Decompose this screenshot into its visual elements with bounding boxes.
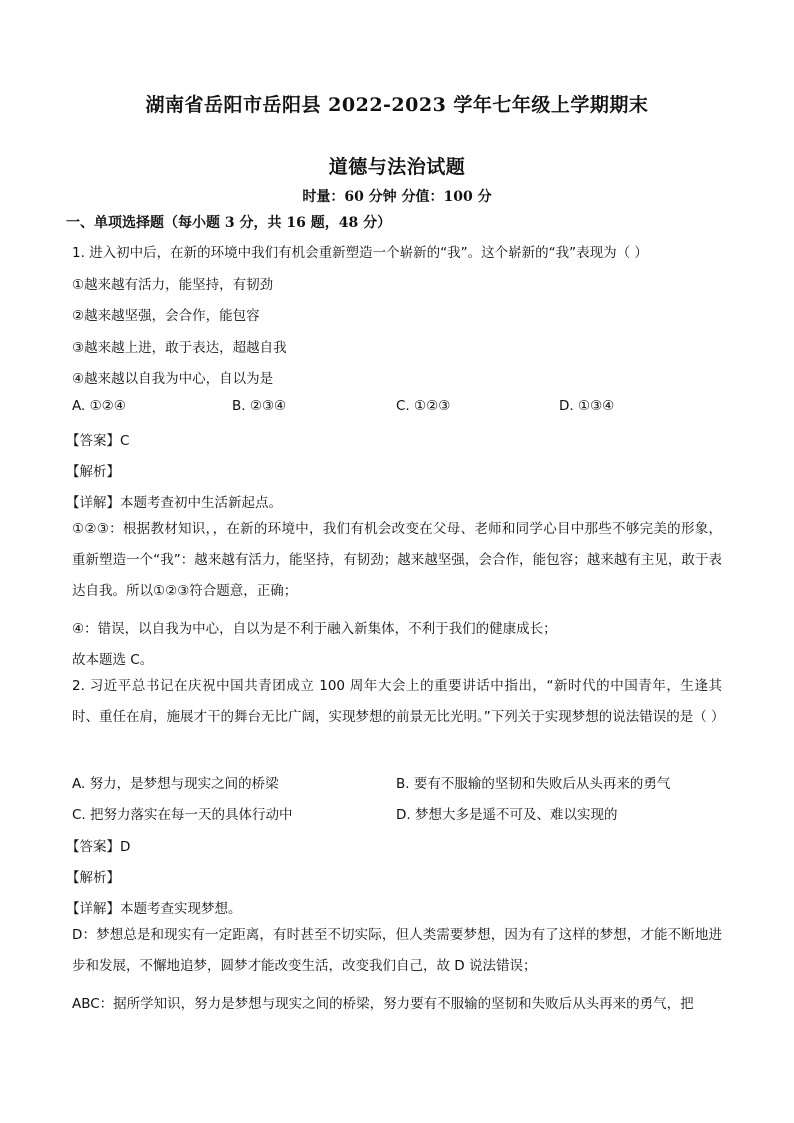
- exam-meta: 时量：60 分钟 分值：100 分: [302, 189, 492, 205]
- question-2-stem: 2. 习近平总书记在庆祝中国共青团成立 100 周年大会上的重要讲话中指出，“新时代的中国青年，生逢其时、重任在肩，施展才干的舞台无比广阔，实现梦想的前景无比光明。”下列关于实现梦想的说法错误的是（ ）: [72, 678, 725, 725]
- question-1-explanation-wrong: ④：错误，以自我为中心，自以为是不利于融入新集体，不利于我们的健康成长；: [72, 621, 557, 637]
- question-1-option-b: B. ②③④: [232, 398, 287, 414]
- question-1-detail: 【详解】本题考查初中生活新起点。: [66, 495, 282, 511]
- question-1-option-a: A. ①②④: [72, 398, 126, 414]
- question-2-option-c: C. 把努力落实在每一天的具体行动中: [72, 807, 293, 823]
- question-2-detail: 【详解】本题考查实现梦想。: [66, 901, 242, 917]
- question-1-option-d: D. ①③④: [559, 398, 615, 414]
- question-2-option-d: D. 梦想大多是遥不可及、难以实现的: [396, 807, 618, 823]
- question-2-option-b: B. 要有不服输的坚韧和失败后从头再来的勇气: [396, 776, 671, 792]
- question-1-item: ①越来越有活力，能坚持，有韧劲: [72, 277, 274, 293]
- document-title: 湖南省岳阳市岳阳县 2022-2023 学年七年级上学期期末: [145, 94, 649, 116]
- question-2-analysis-label: 【解析】: [66, 870, 120, 886]
- question-1-option-c: C. ①②③: [396, 398, 451, 414]
- document-subtitle: 道德与法治试题: [328, 156, 466, 178]
- question-1-explanation: ①②③：根据教材知识，，在新的环境中，我们有机会改变在父母、老师和同学心目中那些不够完美的形象，重新塑造一个“我”：越来越有活力，能坚持，有韧劲；越来越坚强，会合作，能包容；越来越有主见，敢于表达自我。所以①②③符合题意，正确；: [72, 521, 722, 599]
- question-2-option-a: A. 努力，是梦想与现实之间的桥梁: [72, 776, 279, 792]
- question-1-item: ②越来越坚强，会合作，能包容: [72, 308, 260, 324]
- question-1-item: ③越来越上进，敢于表达，超越自我: [72, 340, 287, 356]
- question-1-conclusion: 故本题选 C。: [72, 652, 154, 668]
- question-1-item: ④越来越以自我为中心，自以为是: [72, 371, 274, 387]
- question-1-answer: 【答案】C: [66, 433, 130, 449]
- question-1-analysis-label: 【解析】: [66, 464, 120, 480]
- question-2-answer: 【答案】D: [66, 839, 131, 855]
- question-2-explanation: D：梦想总是和现实有一定距离，有时甚至不切实际，但人类需要梦想，因为有了这样的梦想，才能不断地进步和发展，不懈地追梦，圆梦才能改变生活，改变我们自己，故 D 说法错误；: [72, 927, 722, 974]
- question-1-stem: 1. 进入初中后，在新的环境中我们有机会重新塑造一个崭新的“我”。这个崭新的“我”表现为（ ）: [72, 245, 648, 261]
- section-heading: 一、单项选择题（每小题 3 分，共 16 题，48 分）: [66, 215, 392, 231]
- question-2-explanation-abc: ABC：据所学知识，努力是梦想与现实之间的桥梁，努力要有不服输的坚韧和失败后从头再来的勇气，把: [72, 996, 694, 1012]
